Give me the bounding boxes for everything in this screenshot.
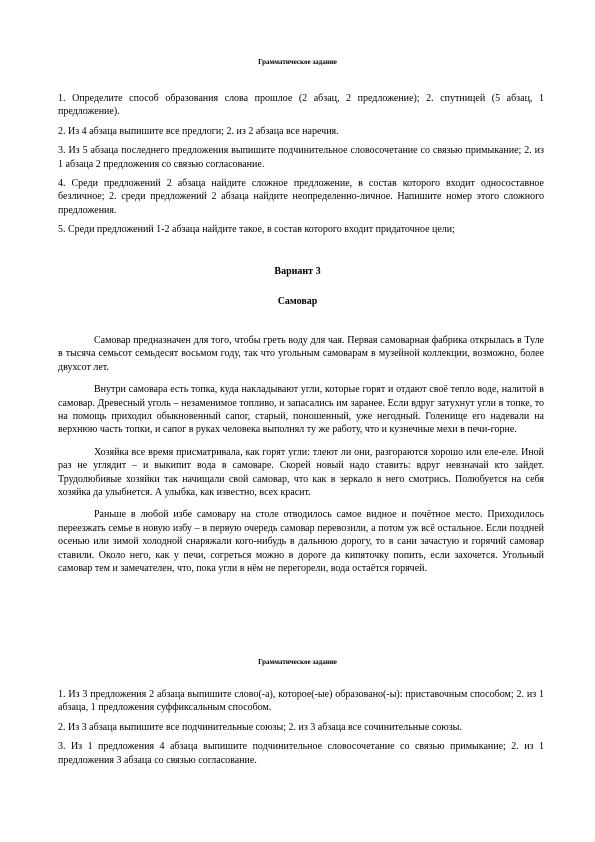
section1-title: Грамматическое задание xyxy=(258,58,337,66)
task-item: 3. Из 1 предложения 4 абзаца выпишите подчинительное словосочетание со связью примыкание; 2. из 1 предложения 3 абзаца со связью согласование. xyxy=(58,741,544,766)
task-item: 1. Определите способ образования слова прошлое (2 абзац, 2 предложение); 2. спутницей (5 абзац, 1 предложение). xyxy=(58,93,544,118)
text-paragraph: Хозяйка все время присматривала, как горят угли: тлеют ли они, разгораются хорошо или еле-еле. Иной раз не углядит – и выкипит вода в самоваре. Скорей новый надо ставить: вдруг невзначай кто зайдет. Трудолюбивые хозяйки так начищали свой самовар, что как в зеркало в него смотрись. Полюбуется на себя хозяйка да улыбнется. А улыбка, как известно, всех красит. xyxy=(58,446,544,499)
section2-tasks xyxy=(58,688,544,767)
text-title: Самовар xyxy=(277,296,318,307)
task-item: 3. Из 5 абзаца последнего предложения выпишите подчинительное словосочетание со связью примыкание; 2. из 1 абзаца 2 предложения со связью согласование. xyxy=(58,145,544,170)
section2-title: Грамматическое задание xyxy=(258,658,337,666)
variant-label: Вариант 3 xyxy=(274,266,321,277)
text-paragraph: Внутри самовара есть топка, куда накладывают угли, которые горят и отдают своё тепло воде, налитой в самовар. Древесный уголь – незаменимое топливо, и запасались им заранее. Если вдруг затухнут угли в топке, то на помощь приходил обыкновенный сапог, старый, поношенный, уже негодный. Голенище его надевали на верхнюю часть топки, и сапог в руках человека выполнял ту же работу, что и кузнечные мехи в печи-горне. xyxy=(58,384,544,436)
task-item: 2. Из 4 абзаца выпишите все предлоги; 2. из 2 абзаца все наречия. xyxy=(58,125,339,137)
task-item: 1. Из 3 предложения 2 абзаца выпишите слово(-а), которое(-ые) образовано(-ы): приставочным способом; 2. из 1 абзаца, 1 предложения суффиксальным способом. xyxy=(58,689,544,714)
section1-tasks xyxy=(58,92,544,237)
task-item: 5. Среди предложений 1-2 абзаца найдите такое, в состав которого входит придаточное цели; xyxy=(58,224,455,236)
text-paragraph: Самовар предназначен для того, чтобы греть воду для чая. Первая самоварная фабрика открылась в Туле в тысяча семьсот семьдесят восьмом году, так что угольным самоварам в музейной коллекции, возможно, более двухсот лет. xyxy=(58,335,544,373)
task-item: 4. Среди предложений 2 абзаца найдите сложное предложение, в состав которого входит односоставное безличное; 2. среди предложений 2 абзаца найдите неопределенно-личное. Напишите номер этого сложного предложения. xyxy=(58,178,544,216)
task-item: 2. Из 3 абзаца выпишите все подчинительные союзы; 2. из 3 абзаца все сочинительные союзы. xyxy=(58,721,462,733)
text-body xyxy=(58,334,544,576)
text-paragraph: Раньше в любой избе самовару на столе отводилось самое видное и почётное место. Приходилось переезжать семье в новую избу – в первую очередь самовар перевозили, а потом уж всё остальное. Если поздней осенью или зимой холодной снаряжали кого-нибудь в дальнюю дорогу, то в сани зачастую и горячий самовар ставили. Около него, как у печи, согреться можно в дороге да кипяточку попить, если захочется. Угольный самовар тем и замечателен, что, пока угли в нём не перегорели, вода остаётся горячей. xyxy=(58,509,544,575)
